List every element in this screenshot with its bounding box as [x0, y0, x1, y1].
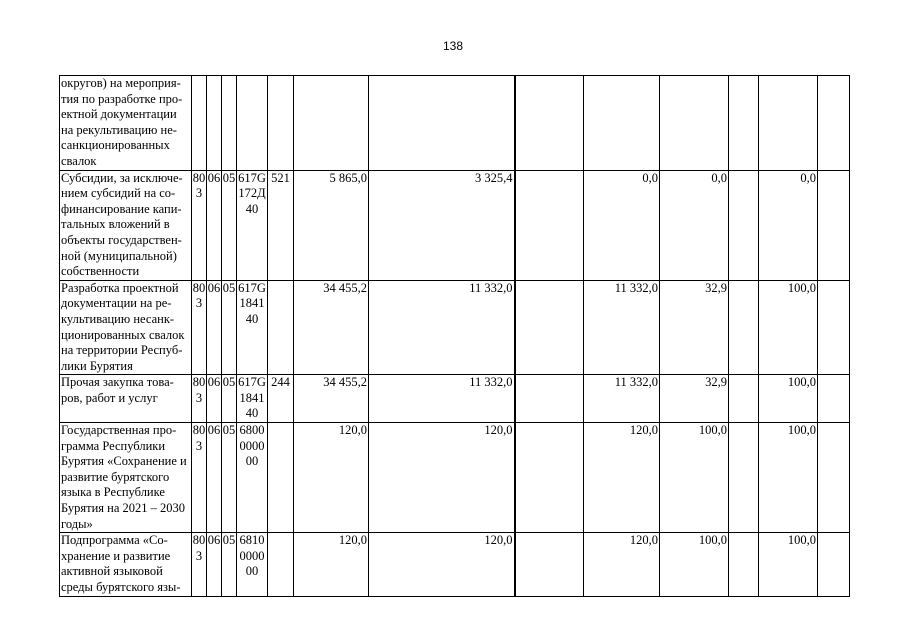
target-code: 617G172Д40	[237, 170, 268, 280]
row-name: округов) на мероприя-тия по разработке про-ектной документации на рекультивацию не-санкционированных свалок	[60, 76, 192, 171]
value-1: 5 865,0	[294, 170, 369, 280]
value-3-empty	[515, 170, 584, 280]
percent-1-extra	[729, 76, 759, 171]
section-code: 06	[207, 375, 222, 423]
subsection-code: 05	[222, 375, 237, 423]
subsection-code: 05	[222, 423, 237, 533]
target-code	[237, 76, 268, 171]
percent-2: 100,0	[759, 423, 818, 533]
last-column	[818, 533, 850, 596]
expense-type	[268, 533, 294, 596]
value-3-empty	[515, 423, 584, 533]
last-column	[818, 76, 850, 171]
table-row	[60, 533, 850, 596]
admin-code: 803	[192, 533, 207, 596]
table-row	[60, 76, 850, 171]
percent-2: 100,0	[759, 533, 818, 596]
admin-code: 803	[192, 280, 207, 375]
admin-code: 803	[192, 423, 207, 533]
percent-2: 100,0	[759, 375, 818, 423]
percent-2: 100,0	[759, 280, 818, 375]
percent-1-extra	[729, 375, 759, 423]
section-code: 06	[207, 170, 222, 280]
row-name: Субсидии, за исключе-нием субсидий на со-финансирование капи-тальных вложений в объекты государствен-ной (муниципальной) собственности	[60, 170, 192, 280]
percent-1	[660, 76, 729, 171]
value-2: 3 325,4	[369, 170, 515, 280]
table-row	[60, 170, 850, 280]
percent-1: 100,0	[660, 423, 729, 533]
section-code: 06	[207, 280, 222, 375]
admin-code	[192, 76, 207, 171]
admin-code: 803	[192, 170, 207, 280]
value-3: 0,0	[584, 170, 660, 280]
value-3	[584, 76, 660, 171]
value-2: 120,0	[369, 423, 515, 533]
percent-1: 32,9	[660, 375, 729, 423]
value-3: 11 332,0	[584, 280, 660, 375]
value-2	[369, 76, 515, 171]
last-column	[818, 280, 850, 375]
subsection-code: 05	[222, 170, 237, 280]
last-column	[818, 170, 850, 280]
table-row	[60, 423, 850, 533]
percent-1-extra	[729, 280, 759, 375]
expense-type: 521	[268, 170, 294, 280]
percent-2	[759, 76, 818, 171]
value-3-empty	[515, 533, 584, 596]
last-column	[818, 423, 850, 533]
percent-1-extra	[729, 170, 759, 280]
value-3: 120,0	[584, 423, 660, 533]
value-1: 120,0	[294, 533, 369, 596]
budget-table	[59, 75, 850, 597]
value-1: 34 455,2	[294, 280, 369, 375]
value-3: 120,0	[584, 533, 660, 596]
subsection-code	[222, 76, 237, 171]
target-code: 6800000000	[237, 423, 268, 533]
value-1	[294, 76, 369, 171]
value-2: 120,0	[369, 533, 515, 596]
last-column	[818, 375, 850, 423]
subsection-code: 05	[222, 280, 237, 375]
page-number: 138	[442, 39, 464, 53]
expense-type	[268, 423, 294, 533]
percent-1: 100,0	[660, 533, 729, 596]
admin-code: 803	[192, 375, 207, 423]
percent-2: 0,0	[759, 170, 818, 280]
table-row	[60, 375, 850, 423]
section-code	[207, 76, 222, 171]
expense-type	[268, 280, 294, 375]
section-code: 06	[207, 533, 222, 596]
value-1: 120,0	[294, 423, 369, 533]
target-code: 617G184140	[237, 375, 268, 423]
value-3-empty	[515, 375, 584, 423]
percent-1: 0,0	[660, 170, 729, 280]
subsection-code: 05	[222, 533, 237, 596]
value-1: 34 455,2	[294, 375, 369, 423]
table-row	[60, 280, 850, 375]
target-code: 617G184140	[237, 280, 268, 375]
target-code: 6810000000	[237, 533, 268, 596]
row-name: Государственная про-грамма Республики Бурятия «Сохранение и развитие бурятского языка в Республике Бурятия на 2021 – 2030 годы»	[60, 423, 192, 533]
percent-1-extra	[729, 423, 759, 533]
percent-1-extra	[729, 533, 759, 596]
value-2: 11 332,0	[369, 280, 515, 375]
percent-1: 32,9	[660, 280, 729, 375]
value-2: 11 332,0	[369, 375, 515, 423]
row-name: Разработка проектной документации на ре-культивацию несанк-ционированных свалок на территории Респуб-лики Бурятия	[60, 280, 192, 375]
expense-type: 244	[268, 375, 294, 423]
section-code: 06	[207, 423, 222, 533]
value-3-empty	[515, 280, 584, 375]
row-name: Прочая закупка това-ров, работ и услуг	[60, 375, 192, 423]
row-name: Подпрограмма «Со-хранение и развитие активной языковой среды бурятского язы-	[60, 533, 192, 596]
expense-type	[268, 76, 294, 171]
value-3-empty	[515, 76, 584, 171]
value-3: 11 332,0	[584, 375, 660, 423]
